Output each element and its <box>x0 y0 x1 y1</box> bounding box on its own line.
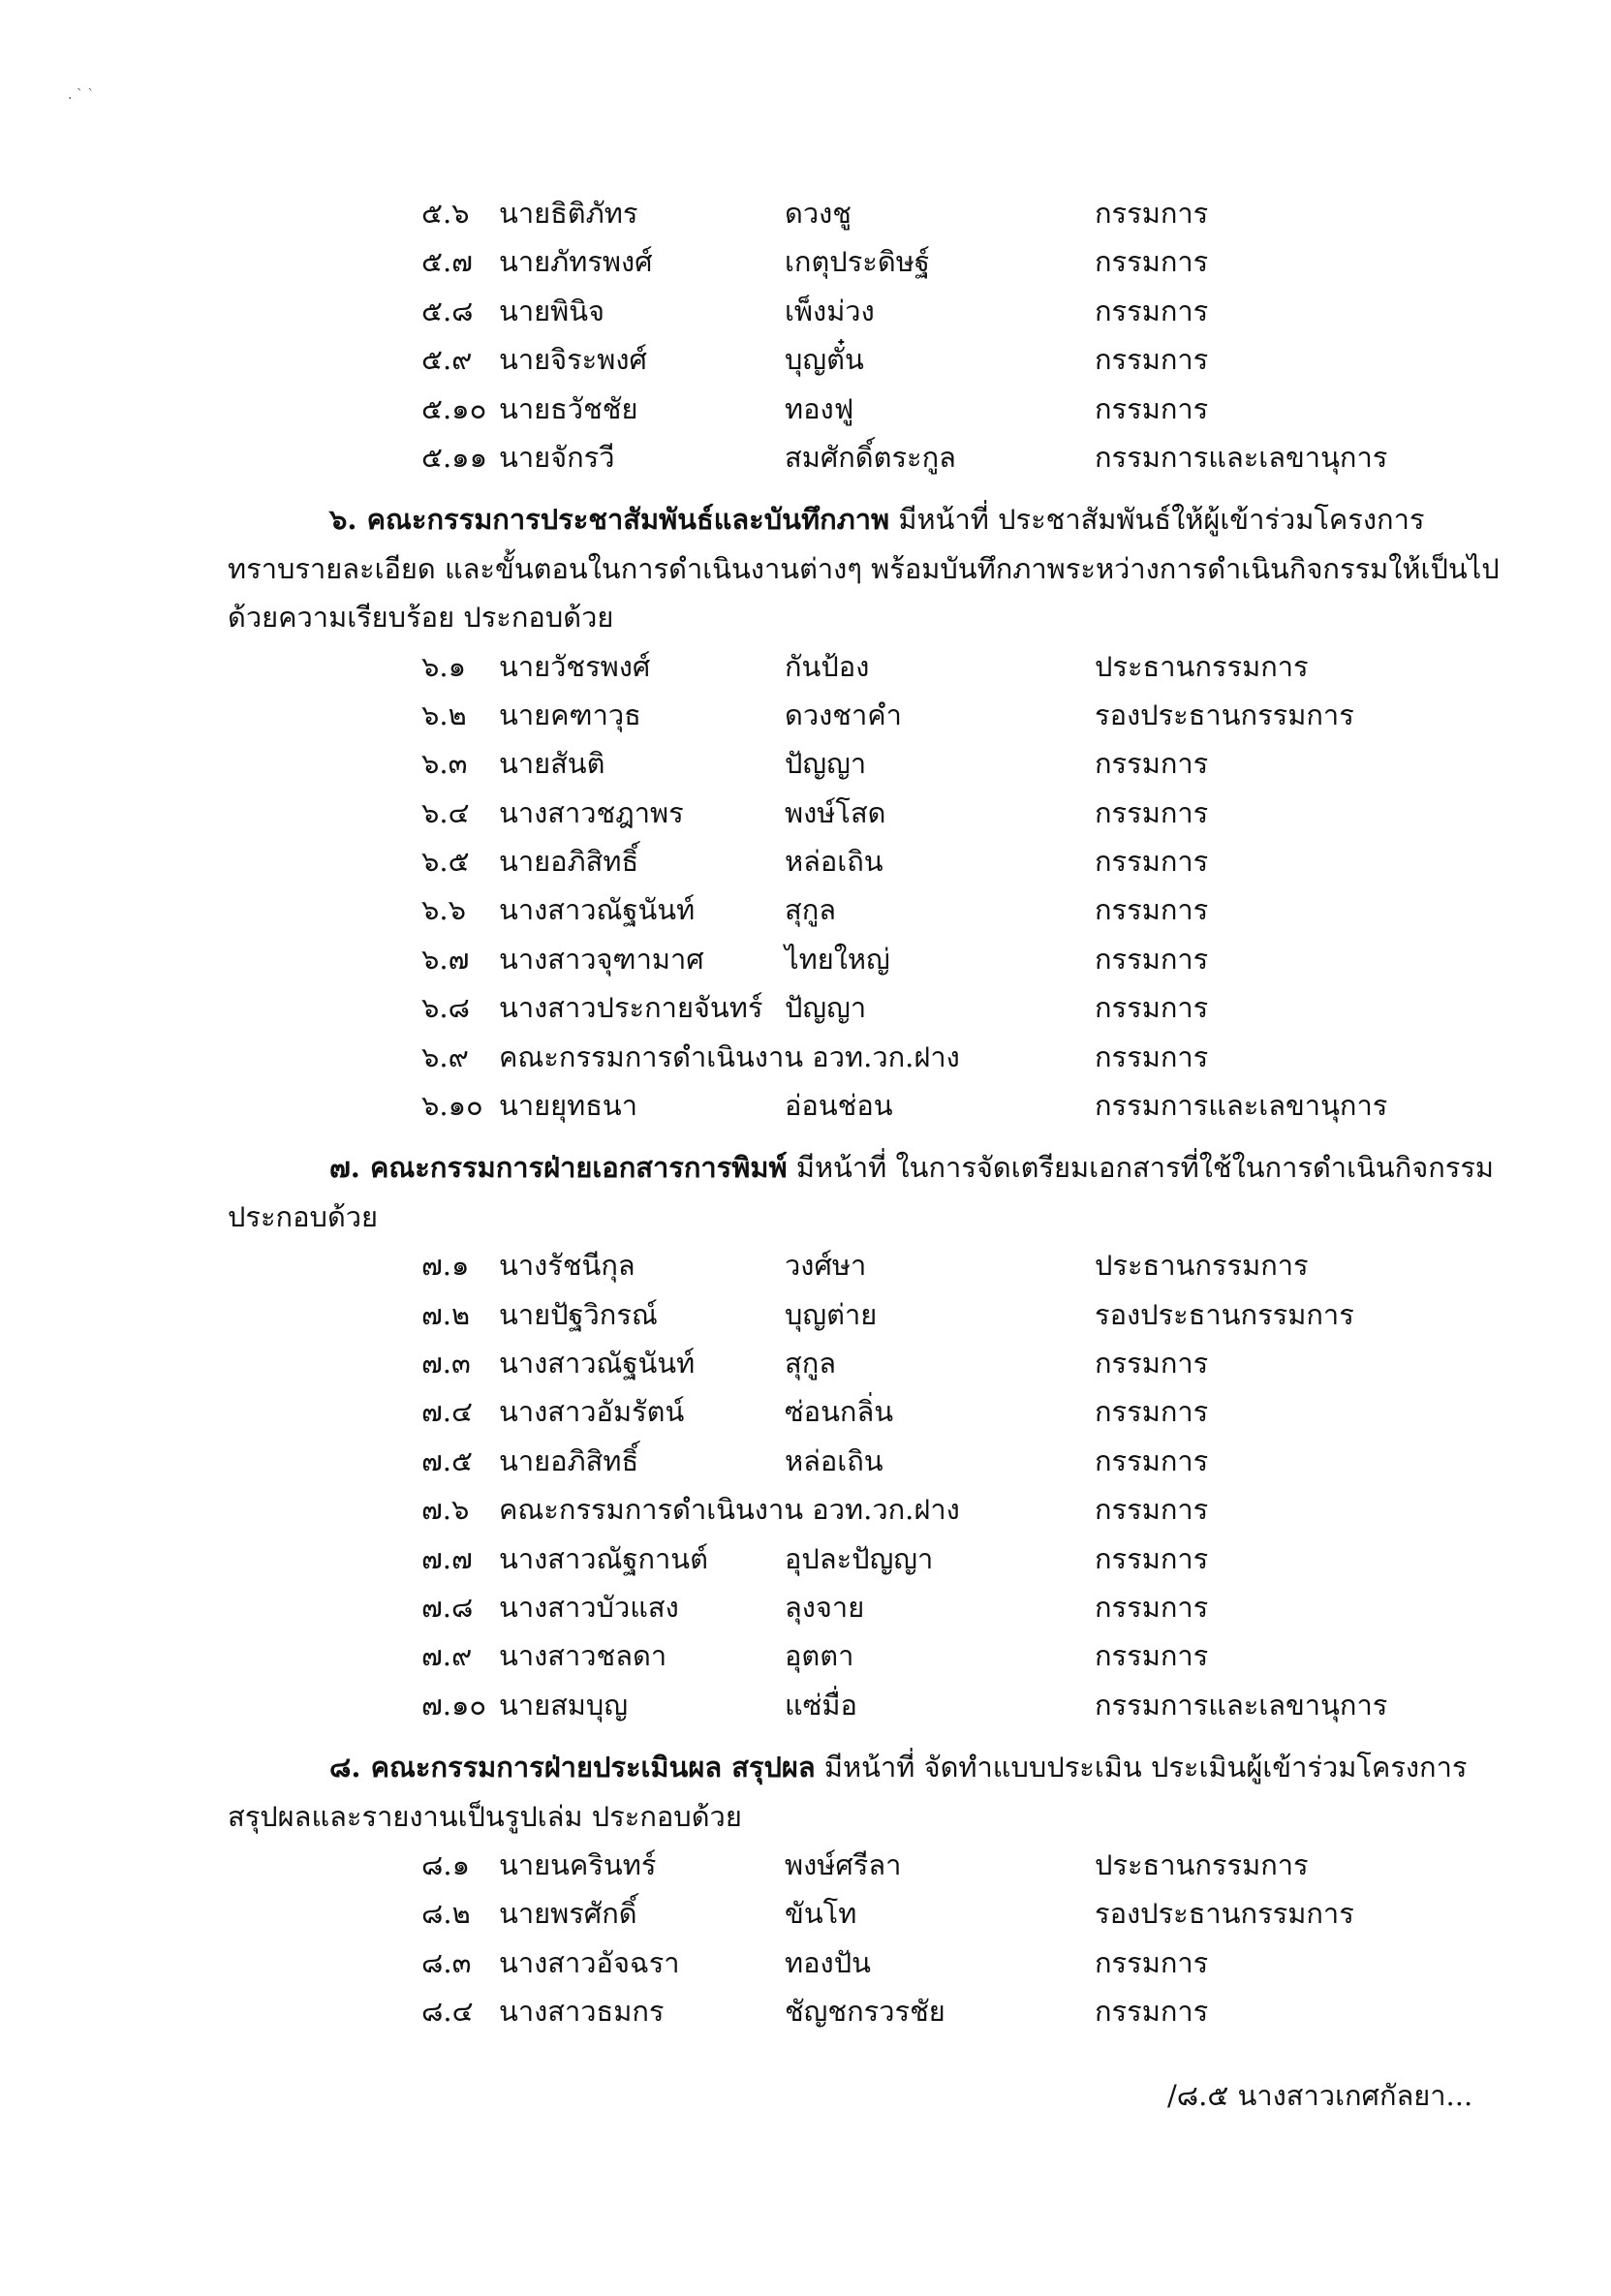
list-item: ๖.๗ นางสาวจุฑามาศ ไทยใหญ่ กรรมการ <box>421 942 1209 976</box>
list-s5 <box>228 189 1477 481</box>
section-7-heading <box>228 1143 1495 1241</box>
list-item: ๕.๖ นายธิติภัทร ดวงชู กรรมการ <box>421 197 1209 230</box>
list-item: ๕.๙ นายจิระพงศ์ บุญตั๋น กรรมการ <box>421 343 1209 377</box>
list-s6 <box>228 642 1477 1131</box>
list-item: ๖.๖ นางสาวณัฐนันท์ สุกูล กรรมการ <box>421 893 1209 927</box>
list-item: ๖.๓ นายสันติ ปัญญา กรรมการ <box>421 747 1209 781</box>
section-title: ๖. คณะกรรมการประชาสัมพันธ์และบันทึกภาพ <box>329 503 890 537</box>
list-item: ๕.๑๑ นายจักรวี สมศักดิ์ตระกูล กรรมการและเลขานุการ <box>421 440 1388 474</box>
list-item: ๖.๘ นางสาวประกายจันทร์ ปัญญา กรรมการ <box>421 991 1209 1025</box>
list-item: ๘.๔ นางสาวธมกร ชัญชกรวรชัย กรรมการ <box>421 1995 1209 2029</box>
section-text-line: ด้วยความเรียบร้อย ประกอบด้วย <box>228 601 614 635</box>
scan-specks: . ` ` <box>68 87 95 103</box>
section-duty: มีหน้าที่ ในการจัดเตรียมเอกสารที่ใช้ในการดำเนินกิจกรรม <box>787 1151 1495 1185</box>
list-item: ๕.๗ นายภัทรพงศ์ เกตุประดิษฐ์ กรรมการ <box>421 245 1209 279</box>
section-6-heading <box>228 495 1500 641</box>
list-s8 <box>228 1841 1477 2036</box>
list-item: ๖.๙ คณะกรรมการดำเนินงาน อวท.วก.ฝาง กรรมการ <box>421 1039 1209 1073</box>
list-item: ๗.๑ นางรัชนีกุล วงศ์ษา ประธานกรรมการ <box>421 1249 1309 1283</box>
section-text-line: ประกอบด้วย <box>228 1199 379 1233</box>
list-item: ๖.๔ นางสาวชฎาพร พงษ์โสด กรรมการ <box>421 795 1209 829</box>
list-item: ๖.๑ นายวัชรพงศ์ กันป้อง ประธานกรรมการ <box>421 649 1309 683</box>
list-item: ๗.๓ นางสาวณัฐนันท์ สุกูล กรรมการ <box>421 1346 1209 1380</box>
list-item: ๘.๓ นางสาวอัจฉรา ทองปัน กรรมการ <box>421 1945 1209 1979</box>
list-s7 <box>228 1241 1477 1729</box>
section-text-line: ทราบรายละเอียด และขั้นตอนในการดำเนินงานต่างๆ พร้อมบันทึกภาพระหว่างการดำเนินกิจกรรมให้เป็นไป <box>228 551 1500 585</box>
list-item: ๘.๑ นายนครินทร์ พงษ์ศรีลา ประธานกรรมการ <box>421 1847 1309 1881</box>
list-item: ๖.๕ นายอภิสิทธิ์ หล่อเถิน กรรมการ <box>421 845 1209 879</box>
continuation-note: /๘.๕ นางสาวเกศกัลยา... <box>1167 2079 1473 2112</box>
list-item: ๗.๒ นายปัฐวิกรณ์ บุญต่าย รองประธานกรรมการ <box>421 1297 1354 1331</box>
list-item: ๗.๗ นางสาวณัฐกานต์ อุปละปัญญา กรรมการ <box>421 1541 1209 1575</box>
list-item: ๖.๑๐ นายยุทธนา อ่อนช่อน กรรมการและเลขานุการ <box>421 1089 1388 1123</box>
section-duty: มีหน้าที่ จัดทำแบบประเมิน ประเมินผู้เข้าร่วมโครงการ <box>815 1751 1468 1784</box>
section-duty: มีหน้าที่ ประชาสัมพันธ์ให้ผู้เข้าร่วมโครงการ <box>889 503 1425 537</box>
list-item: ๗.๖ คณะกรรมการดำเนินงาน อวท.วก.ฝาง กรรมการ <box>421 1493 1209 1527</box>
list-item: ๗.๑๐ นายสมบุญ แซ่มื่อ กรรมการและเลขานุการ <box>421 1688 1388 1722</box>
section-text-line: สรุปผลและรายงานเป็นรูปเล่ม ประกอบด้วย <box>228 1799 742 1833</box>
list-item: ๗.๕ นายอภิสิทธิ์ หล่อเถิน กรรมการ <box>421 1443 1209 1477</box>
section-title: ๘. คณะกรรมการฝ่ายประเมินผล สรุปผล <box>329 1751 816 1784</box>
list-item: ๕.๘ นายพินิจ เพ็งม่วง กรรมการ <box>421 294 1209 327</box>
list-item: ๗.๙ นางสาวชลดา อุตตา กรรมการ <box>421 1639 1209 1673</box>
section-8-heading <box>228 1743 1477 1841</box>
section-title: ๗. คณะกรรมการฝ่ายเอกสารการพิมพ์ <box>329 1151 788 1185</box>
list-item: ๗.๘ นางสาวบัวแสง ลุงจาย กรรมการ <box>421 1590 1209 1624</box>
list-item: ๘.๒ นายพรศักดิ์ ขันโท รองประธานกรรมการ <box>421 1897 1354 1931</box>
list-item: ๖.๒ นายคฑาวุธ ดวงชาคำ รองประธานกรรมการ <box>421 698 1354 731</box>
list-item: ๗.๔ นางสาวอัมรัตน์ ซ่อนกลิ่น กรรมการ <box>421 1395 1209 1429</box>
document-body <box>228 189 1500 2035</box>
list-item: ๕.๑๐ นายธวัชชัย ทองฟู กรรมการ <box>421 391 1209 425</box>
